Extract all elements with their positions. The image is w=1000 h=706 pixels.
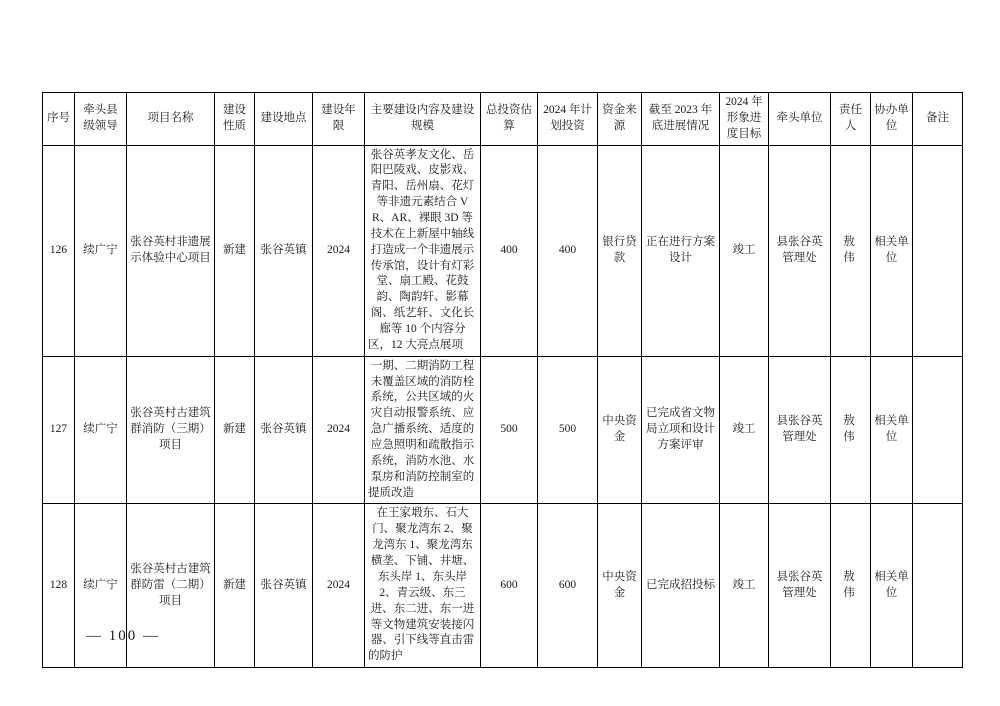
cell-location: 张谷英镇 xyxy=(255,356,313,504)
cell-nature: 新建 xyxy=(215,504,255,668)
table-row xyxy=(43,145,963,356)
cell-responsible: 敖 伟 xyxy=(831,145,871,356)
cell-plan-2024: 400 xyxy=(538,145,598,356)
cell-content: 在王家塅东、石大门、聚龙湾东 2、聚龙湾东 1、聚龙湾东横垄、下铺、井塘、东头岸 1、东头岸 2、青云级、东三进、东二进、东一进等文物建筑安装接闪器、引下线等直击雷的防护 xyxy=(365,504,481,668)
cell-assist-unit: 相关单位 xyxy=(871,504,913,668)
cell-lead-unit: 县张谷英管理处 xyxy=(769,145,831,356)
cell-location: 张谷英镇 xyxy=(255,145,313,356)
cell-years: 2024 xyxy=(313,145,365,356)
cell-remark xyxy=(913,504,963,668)
column-header-project-name: 项目名称 xyxy=(127,93,215,146)
project-table-container xyxy=(42,92,962,668)
cell-years: 2024 xyxy=(313,356,365,504)
cell-seq: 126 xyxy=(43,145,75,356)
table-row xyxy=(43,356,963,504)
column-header-content: 主要建设内容及建设规模 xyxy=(365,93,481,146)
cell-project-name: 张谷英村古建筑群消防（三期）项目 xyxy=(127,356,215,504)
cell-remark xyxy=(913,356,963,504)
cell-progress-2023: 正在进行方案设计 xyxy=(642,145,720,356)
cell-total-investment: 400 xyxy=(481,145,538,356)
column-header-remark: 备注 xyxy=(913,93,963,146)
column-header-plan-2024: 2024 年计划投资 xyxy=(538,93,598,146)
cell-leader: 续广宁 xyxy=(75,145,127,356)
table-header-row xyxy=(43,93,963,146)
cell-project-name: 张谷英村非遗展示体验中心项目 xyxy=(127,145,215,356)
cell-nature: 新建 xyxy=(215,145,255,356)
column-header-leader: 牵头县级领导 xyxy=(75,93,127,146)
column-header-years: 建设年限 xyxy=(313,93,365,146)
cell-progress-2023: 已完成招投标 xyxy=(642,504,720,668)
cell-fund-source: 中央资金 xyxy=(598,356,642,504)
column-header-nature: 建设性质 xyxy=(215,93,255,146)
cell-fund-source: 中央资金 xyxy=(598,504,642,668)
cell-location: 张谷英镇 xyxy=(255,504,313,668)
cell-target-2024: 竣工 xyxy=(720,145,769,356)
column-header-target-2024: 2024 年形象进度目标 xyxy=(720,93,769,146)
column-header-lead-unit: 牵头单位 xyxy=(769,93,831,146)
cell-seq: 128 xyxy=(43,504,75,668)
cell-remark xyxy=(913,145,963,356)
cell-assist-unit: 相关单位 xyxy=(871,145,913,356)
cell-responsible: 敖 伟 xyxy=(831,356,871,504)
cell-assist-unit: 相关单位 xyxy=(871,356,913,504)
cell-responsible: 敖 伟 xyxy=(831,504,871,668)
cell-nature: 新建 xyxy=(215,356,255,504)
column-header-total-investment: 总投资估算 xyxy=(481,93,538,146)
cell-fund-source: 银行贷款 xyxy=(598,145,642,356)
cell-leader: 续广宁 xyxy=(75,356,127,504)
table-row xyxy=(43,504,963,668)
cell-seq: 127 xyxy=(43,356,75,504)
column-header-progress-2023: 截至 2023 年底进展情况 xyxy=(642,93,720,146)
cell-total-investment: 500 xyxy=(481,356,538,504)
table-header xyxy=(43,93,963,146)
cell-leader: 续广宁 xyxy=(75,504,127,668)
project-table xyxy=(42,92,963,668)
cell-total-investment: 600 xyxy=(481,504,538,668)
column-header-fund-source: 资金来源 xyxy=(598,93,642,146)
cell-target-2024: 竣工 xyxy=(720,356,769,504)
cell-years: 2024 xyxy=(313,504,365,668)
cell-target-2024: 竣工 xyxy=(720,504,769,668)
cell-progress-2023: 已完成省文物局立项和设计方案评审 xyxy=(642,356,720,504)
table-body xyxy=(43,145,963,668)
cell-project-name: 张谷英村古建筑群防雷（二期）项目 xyxy=(127,504,215,668)
cell-content: 张谷英孝友文化、岳阳巴陵戏、皮影戏、青阳、岳州扇、花灯等非遗元素结合 VR、AR、裸眼 3D 等技术在上新屋中轴线打造成一个非遗展示传承馆，设计有灯彩堂、扇工殿、花鼓韵、陶韵轩、影幕阁、纸艺轩、文化长廊等 10 个内容分区，12 大亮点展项 xyxy=(365,145,481,356)
column-header-responsible: 责任人 xyxy=(831,93,871,146)
cell-lead-unit: 县张谷英管理处 xyxy=(769,504,831,668)
cell-plan-2024: 500 xyxy=(538,356,598,504)
cell-plan-2024: 600 xyxy=(538,504,598,668)
column-header-location: 建设地点 xyxy=(255,93,313,146)
column-header-seq: 序号 xyxy=(43,93,75,146)
cell-lead-unit: 县张谷英管理处 xyxy=(769,356,831,504)
page-number: — 100 — xyxy=(86,628,160,644)
cell-content: 一期、二期消防工程未覆盖区域的消防栓系统，公共区域的火灾自动报警系统、应急广播系统、适度的应急照明和疏散指示系统，消防水池、水泵房和消防控制室的提质改造 xyxy=(365,356,481,504)
column-header-assist-unit: 协办单位 xyxy=(871,93,913,146)
